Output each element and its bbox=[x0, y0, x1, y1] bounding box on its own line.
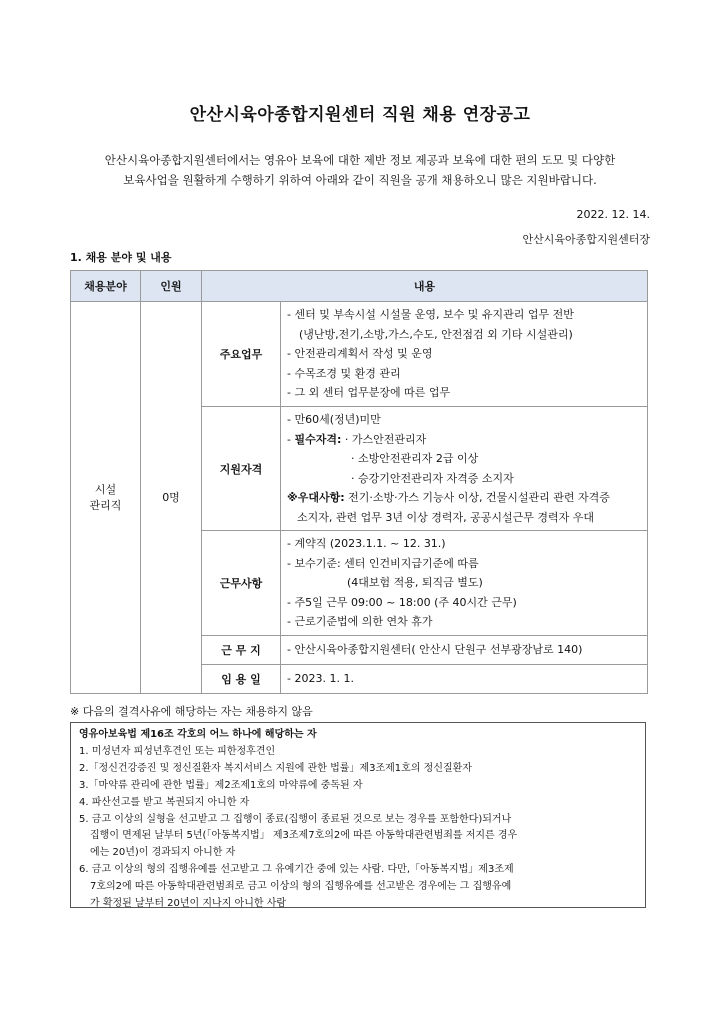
duty-line: (냉난방,전기,소방,가스,수도, 안전점검 외 기타 시설관리) bbox=[299, 327, 573, 341]
recruitment-table bbox=[70, 270, 648, 694]
work-line: - 근로기준법에 의한 연차 휴가 bbox=[287, 615, 433, 628]
list-item: 집행이 면제된 날부터 5년(「아동복지법」 제3조제7호의2에 따른 아동학대관련범죄를 저지른 경우 bbox=[90, 830, 518, 842]
duty-line: - 센터 및 부속시설 시설물 운영, 보수 및 유지관리 업무 전반 bbox=[287, 308, 574, 322]
duty-line: - 안전관리계획서 작성 및 운영 bbox=[287, 347, 433, 361]
required-item: · 소방안전관리자 2급 이상 bbox=[351, 452, 479, 465]
page-title: 안산시육아종합지원센터 직원 채용 연장공고 bbox=[189, 105, 531, 125]
list-item: 5. 금고 이상의 실형을 선고받고 그 집행이 종료(집행이 종료된 것으로 보는 경우를 포함한다)되거나 bbox=[79, 813, 512, 825]
list-item: 2.「정신건강증진 및 정신질환자 복지서비스 지원에 관한 법률」제3조제1호의 정신질환자 bbox=[79, 762, 472, 774]
header-content: 내용 bbox=[202, 271, 648, 302]
qual-line bbox=[287, 430, 641, 450]
field-cell bbox=[71, 302, 141, 694]
list-item: 1. 미성년자 피성년후견인 또는 피한정후견인 bbox=[79, 745, 276, 757]
workplace-label: 근 무 지 bbox=[202, 635, 281, 664]
intro-line: 보육사업을 원활하게 수행하기 위하여 아래와 같이 직원을 공개 채용하오니 많은 지원바랍니다. bbox=[123, 173, 597, 187]
duty-label: 주요업무 bbox=[202, 302, 281, 407]
list-item: 3.「마약류 관리에 관한 법률」제2조제1호의 마약류에 중독된 자 bbox=[79, 779, 363, 791]
qualification-label: 지원자격 bbox=[202, 407, 281, 531]
list-item: 6. 금고 이상의 형의 집행유예를 선고받고 그 유예기간 중에 있는 사람. 다만,「아동복지법」제3조제 bbox=[79, 864, 514, 876]
qualification-content bbox=[281, 407, 648, 531]
start-date-content: - 2023. 1. 1. bbox=[281, 664, 648, 693]
duty-line: - 수목조경 및 환경 관리 bbox=[287, 366, 401, 380]
header-count: 인원 bbox=[141, 271, 202, 302]
duty-content bbox=[281, 302, 648, 407]
intro-line: 안산시육아종합지원센터에서는 영유아 보육에 대한 제반 정보 제공과 보육에 대한 편의 도모 및 다양한 bbox=[104, 153, 616, 167]
work-label: 근무사항 bbox=[202, 531, 281, 636]
count-cell: 0명 bbox=[141, 302, 202, 694]
required-item: · 승강기안전관리자 자격증 소지자 bbox=[351, 471, 514, 485]
preferred-label: ※우대사항: bbox=[287, 491, 345, 504]
req-prefix: - bbox=[287, 432, 295, 446]
list-item: 4. 파산선고를 받고 복권되지 아니한 자 bbox=[79, 796, 250, 808]
duty-line: - 그 외 센터 업무분장에 따른 업무 bbox=[287, 386, 451, 400]
table-header-row bbox=[71, 271, 648, 302]
preferred-text: 전기·소방·가스 기능사 이상, 건물시설관리 관련 자격증 bbox=[348, 491, 610, 504]
work-line: (4대보험 적용, 퇴직금 별도) bbox=[347, 576, 483, 589]
required-label: 필수자격: bbox=[294, 432, 342, 446]
disqualification-notice: ※ 다음의 결격사유에 해당하는 자는 채용하지 않음 bbox=[70, 705, 313, 718]
work-line: - 보수기준: 센터 인건비지급기준에 따름 bbox=[287, 556, 479, 570]
qual-line: - 만60세(정년)미만 bbox=[287, 413, 381, 426]
list-item: 7호의2에 따른 아동학대관련범죄로 금고 이상의 형의 집행유예를 선고받은 경우에는 그 집행유예 bbox=[90, 881, 512, 893]
header-field: 채용분야 bbox=[71, 271, 141, 302]
required-item: · 가스안전관리자 bbox=[344, 432, 427, 446]
issuing-organization: 안산시육아종합지원센터장 bbox=[522, 233, 650, 246]
workplace-content: - 안산시육아종합지원센터( 안산시 단원구 선부광장남로 140) bbox=[281, 635, 648, 664]
work-line: - 주5일 근무 09:00 ~ 18:00 (주 40시간 근무) bbox=[287, 595, 517, 609]
intro-paragraph bbox=[70, 150, 650, 190]
list-item: 에는 20년)이 경과되지 아니한 자 bbox=[90, 847, 236, 859]
box-header: 영유아보육법 제16조 각호의 어느 하나에 해당하는 자 bbox=[79, 729, 317, 740]
work-content bbox=[281, 531, 648, 636]
field-line: 시설 bbox=[94, 483, 117, 497]
qual-line bbox=[287, 488, 641, 508]
list-item: 가 확정된 날부터 20년이 지나지 아니한 사람 bbox=[90, 898, 287, 910]
section-heading: 1. 채용 분야 및 내용 bbox=[70, 251, 172, 264]
start-date-label: 임 용 일 bbox=[202, 664, 281, 693]
disqualification-box bbox=[70, 722, 646, 908]
work-line: - 계약직 (2023.1.1. ~ 12. 31.) bbox=[287, 537, 446, 550]
notice-date: 2022. 12. 14. bbox=[576, 208, 650, 221]
field-line: 관리직 bbox=[89, 499, 122, 513]
table-row bbox=[71, 302, 648, 407]
preferred-text: 소지자, 관련 업무 3년 이상 경력자, 공공시설근무 경력자 우대 bbox=[297, 510, 594, 524]
